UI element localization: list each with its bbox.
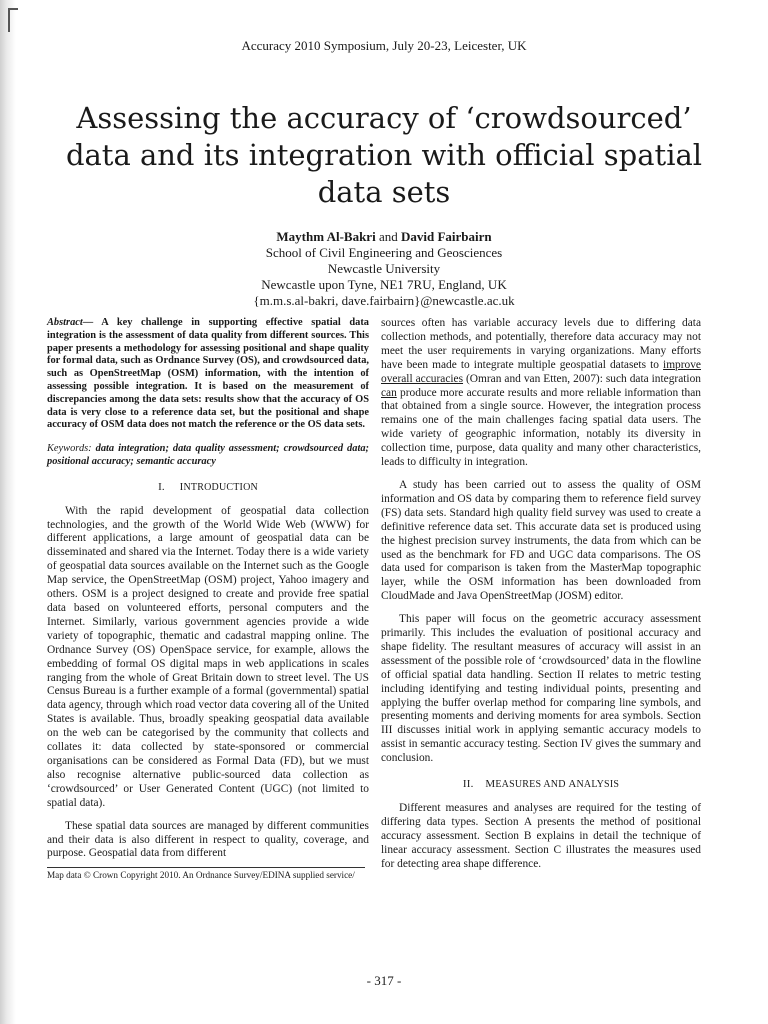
section-heading-measures xyxy=(381,778,701,792)
right-paragraph-3: This paper will focus on the geometric accuracy assessment primarily. This includes the evaluation of positional accuracy and shape fidelity. The resultant measures of accuracy will assist in an assessment of the possible role of ‘crowdsourced’ data in the flowline of official spatial data handling. Section II relates to metric testing including identifying and testing individual points, presenting and applying the buffer overlap method for comparing line symbols, and presenting moments and deriving moments for area symbols. Section III discusses initial work in applying semantic accuracy models to assist in semantic accuracy testing. Section IV gives the summary and conclusion. xyxy=(381,613,701,765)
scan-corner-mark xyxy=(8,8,18,32)
author-address: Newcastle upon Tyne, NE1 7RU, England, UK xyxy=(261,277,507,292)
section-2-rest-1: EASURES AND xyxy=(495,779,569,791)
conference-header: Accuracy 2010 Symposium, July 20-23, Leicester, UK xyxy=(241,38,527,53)
introduction-paragraph-1: With the rapid development of geospatial data collection technologies, and the growth of the World Wide Web (WWW) for different applications, a large amount of geospatial data can be disseminated and shared via the Internet. Today there is a wide variety of geospatial data sources available on the Internet such as the Google Map service, the OpenStreetMap (OSM) project, Yahoo imagery and others. OSM is a project designed to create and provide free spatial data based on volunteered efforts, personal computers and the Internet. Similarly, various government agencies provide a wide variety of topographic, thematic and cadastral mapping online. The Ordnance Survey (OS) OpenSpace service, for example, allows the embedding of formal OS digital maps in web applications in scales ranging from the whole of Great Britain down to street level. The US Census Bureau is a further example of a formal (governmental) spatial data agency, through which road vector data covering all of the United States is available. Thus, broadly speaking geospatial data available on the web can be categorised by the community that collects and collates it: data collected by state-sponsored or commercial organisations can be considered as Formal Data (FD), but we must also recognise alternative public-sourced data collection as ‘crowdsourced’ or User Generated Content (UGC) (not limited to spatial data). xyxy=(47,504,369,809)
abstract xyxy=(47,317,369,432)
paper-title xyxy=(40,100,728,211)
author-2: David Fairbairn xyxy=(400,229,492,244)
author-conjunction: and xyxy=(375,229,401,244)
underlined-can: can xyxy=(381,386,397,399)
underlined-improve-overall-accuracies: improve overall accuracies xyxy=(381,358,701,385)
right-paragraph-1 xyxy=(381,317,701,470)
keywords-label: Keywords: xyxy=(47,443,92,455)
section-2-rest-2: NALYSIS xyxy=(576,779,620,791)
right-p1-part-a: sources often has variable accuracy levels due to differing data collection methods, and potentially, therefore data accuracy may not meet the user requirements in varying organizations. Many efforts have been made to integrate multiple geospatial datasets to xyxy=(381,317,701,371)
section-1-numeral: I. xyxy=(158,480,165,493)
author-email: {m.m.s.al-bakri, dave.fairbairn}@newcastle.ac.uk xyxy=(253,293,515,308)
left-column xyxy=(47,317,369,881)
title-line-3: data sets xyxy=(317,175,451,209)
measures-paragraph-1: Different measures and analyses are required for the testing of differing data types. Section A presents the method of positional accuracy assessment. Section B explains in detail the technique of linear accuracy assessment. Section C illustrates the measures used for detecting area shape difference. xyxy=(381,802,701,870)
right-paragraph-2: A study has been carried out to assess the quality of OSM information and OS data by comparing them to reference field survey (FS) data sets. Standard high quality field survey was used to create a definitive reference data set. This accurate data set is produced using the highest precision survey instruments, the data from which can be used as the benchmark for FD and UGC data comparisons. The OS data used for comparison is taken from the MasterMap topographic layer, while the OSM information has been downloaded from CloudMade and Java OpenStreetMap (JOSM) editor. xyxy=(381,478,701,603)
section-1-rest: NTRODUCTION xyxy=(183,481,258,493)
section-1-initial: I xyxy=(179,480,184,493)
section-2-numeral: II. xyxy=(462,778,474,791)
introduction-paragraph-2: These spatial data sources are managed by different communities and their data is also different in respect to quality, coverage, and purpose. Geospatial data from different xyxy=(47,819,369,860)
right-p1-part-c: produce more accurate results and more reliable information than that obtained from a single source. However, the integration process remains one of the main challenges facing spatial data users. The wide variety of geographic information, notably its diversity in collection time, purpose, data quality and many other characteristics, leads to difficulty in integration. xyxy=(381,386,701,469)
section-2-initial-2: A xyxy=(568,778,577,791)
right-column xyxy=(381,317,701,872)
abstract-text: — A key challenge in supporting effective spatial data integration is the assessment of data quality from different sources. This paper presents a methodology for assessing positional and shape quality for formal data, such as Ordnance Survey (OS), and crowdsourced data, such as OpenStreetMap (OSM) information, with the intention of assessing possible integration. It is based on the measurement of discrepancies among the data sets: results show that the accuracy of OS data is very close to a reference data set, but the positional and shape accuracy of OSM data does not match the reference or the OS data sets. xyxy=(47,317,369,431)
author-block xyxy=(0,229,768,309)
footnote-divider xyxy=(47,867,365,868)
footnote: Map data © Crown Copyright 2010. An Ordnance Survey/EDINA supplied service/ xyxy=(47,870,355,881)
author-1: Maythm Al-Bakri xyxy=(276,229,376,244)
author-school: School of Civil Engineering and Geosciences xyxy=(265,245,503,260)
keywords-text: data integration; data quality assessment; crowdsourced data; positional accuracy; semantic accuracy xyxy=(47,443,369,467)
title-line-1: Assessing the accuracy of ‘crowdsourced’ xyxy=(76,101,692,135)
abstract-label: Abstract xyxy=(47,317,83,328)
section-2-initial-1: M xyxy=(485,778,496,791)
section-heading-introduction xyxy=(47,481,369,495)
page-number: - 317 - xyxy=(366,973,402,988)
author-university: Newcastle University xyxy=(327,261,441,276)
author-names xyxy=(0,229,768,245)
keywords xyxy=(47,443,369,469)
right-p1-part-b: (Omran and van Etten, 2007): such data integration xyxy=(463,372,701,385)
scan-edge-shadow xyxy=(0,0,16,1024)
title-line-2: data and its integration with official spatial xyxy=(65,138,703,172)
